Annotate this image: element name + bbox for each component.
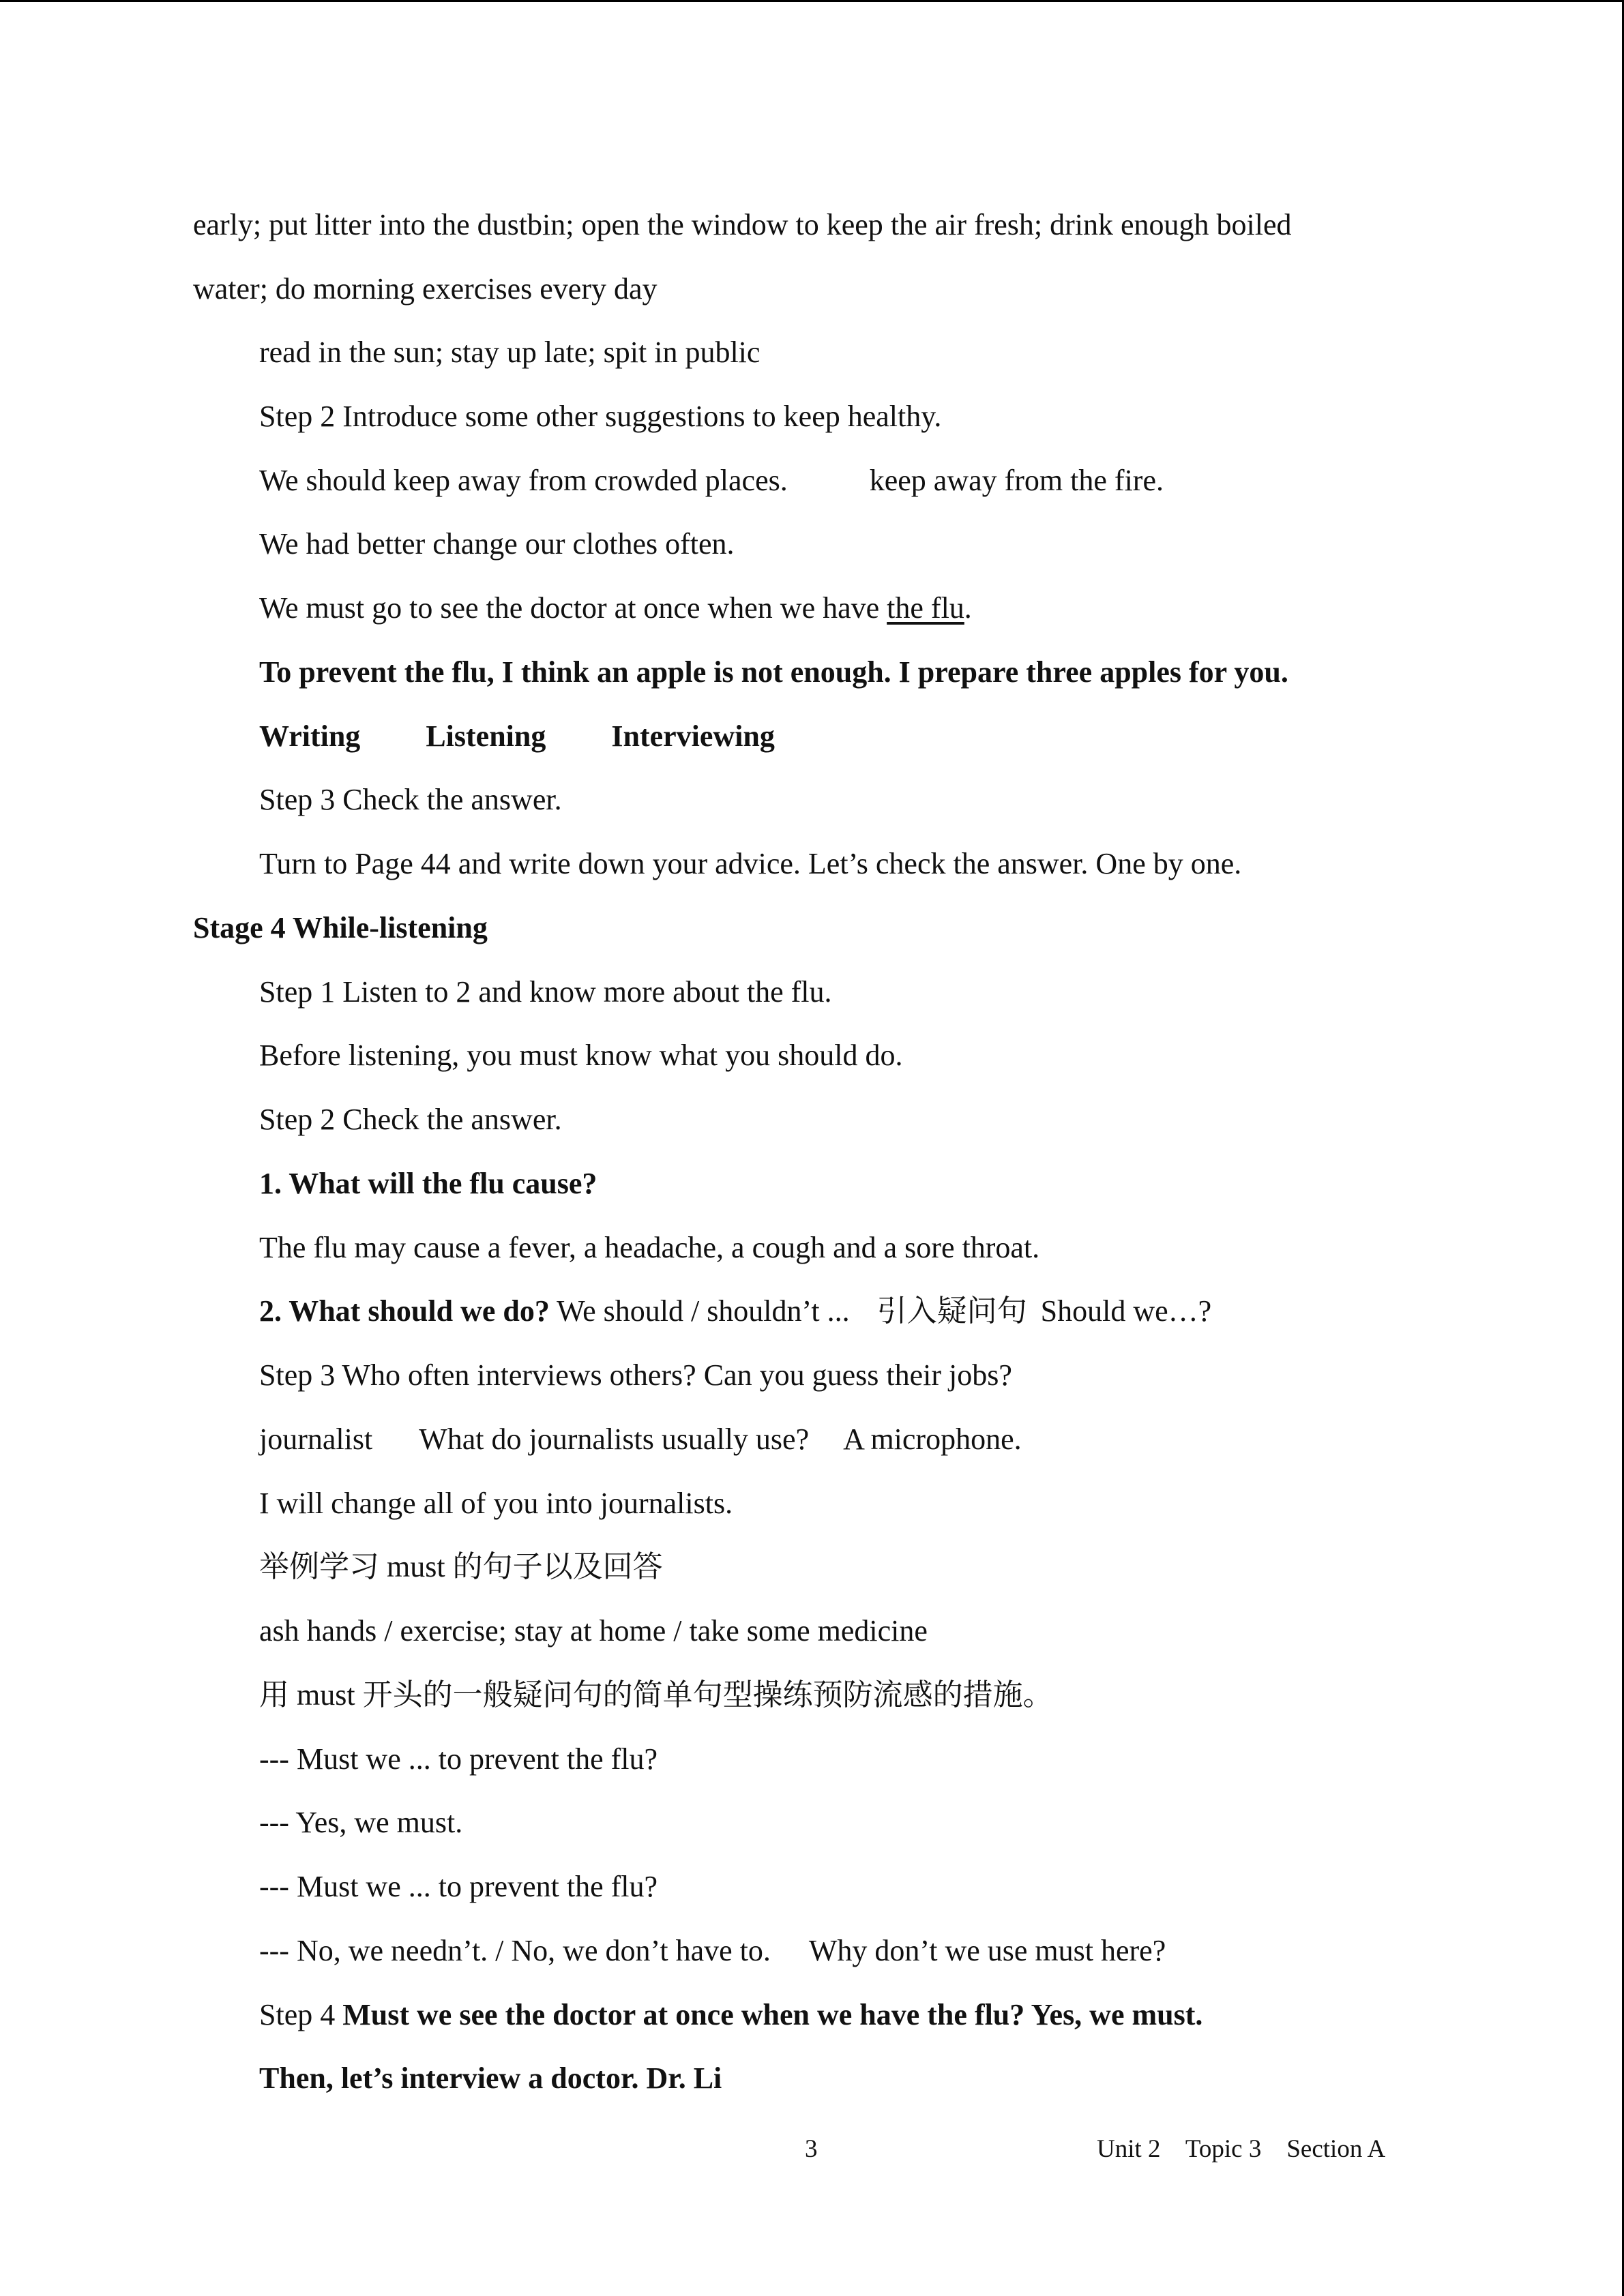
text-line: Turn to Page 44 and write down your advice. Let’s check the answer. One by one. (259, 847, 1242, 880)
footer-section: Unit 2 Topic 3 Section A (1097, 2135, 1386, 2163)
suggestion-text: We should keep away from crowded places. (259, 464, 788, 497)
step-bold-text: Must we see the doctor at once when we have the flu? Yes, we must. (342, 1998, 1203, 2031)
dialogue-answer: --- No, we needn’t. / No, we don’t have to. (259, 1934, 771, 1967)
text-line: We had better change our clothes often. (259, 527, 735, 561)
dialogue-line: --- Must we ... to prevent the flu? (259, 1870, 658, 1903)
question-2-tail: Should we…? (1040, 1294, 1212, 1328)
sentence-text: We must go to see the doctor at once when we have (259, 591, 887, 625)
answer-1: The flu may cause a fever, a headache, a cough and a sore throat. (259, 1231, 1040, 1264)
text-line (259, 460, 1164, 501)
dialogue-line (259, 1930, 1166, 1971)
bold-text-line: Then, let’s interview a doctor. Dr. Li (259, 2061, 722, 2095)
activity-writing: Writing (259, 719, 361, 753)
dialogue-line: --- Must we ... to prevent the flu? (259, 1742, 658, 1776)
question-2 (259, 1291, 1211, 1332)
question-1: 1. What will the flu cause? (259, 1167, 597, 1200)
text-line: early; put litter into the dustbin; open the window to keep the air fresh; drink enough boiled (193, 208, 1292, 241)
text-line: ash hands / exercise; stay at home / take some medicine (259, 1614, 928, 1648)
job-answer: A microphone. (843, 1422, 1022, 1456)
step-heading: Step 3 Who often interviews others? Can you guess their jobs? (259, 1358, 1012, 1392)
activity-list (259, 716, 775, 757)
step-label: Step 4 (259, 1998, 343, 2031)
sentence-punctuation: . (964, 591, 972, 625)
activity-listening: Listening (426, 719, 546, 753)
step-heading: Step 3 Check the answer. (259, 783, 562, 816)
text-line (259, 1419, 1022, 1460)
question-2-bold: 2. What should we do? (259, 1294, 550, 1328)
underlined-phrase: the flu (887, 591, 964, 625)
step-heading: Step 2 Introduce some other suggestions to keep healthy. (259, 400, 942, 433)
dialogue-question: Why don’t we use must here? (808, 1934, 1166, 1967)
text-line (259, 588, 972, 629)
chinese-note: 用 must 开头的一般疑问句的简单句型操练预防流感的措施。 (259, 1678, 1053, 1712)
suggestion-text: keep away from the fire. (869, 464, 1164, 497)
page-number: 3 (805, 2135, 818, 2163)
job-word: journalist (259, 1422, 373, 1456)
step-heading: Step 2 Check the answer. (259, 1103, 562, 1136)
bold-text-line: To prevent the flu, I think an apple is not enough. I prepare three apples for you. (259, 655, 1288, 689)
stage-heading: Stage 4 While-listening (193, 911, 488, 944)
chinese-note: 举例学习 must 的句子以及回答 (259, 1550, 663, 1583)
activity-interviewing: Interviewing (611, 719, 775, 753)
dialogue-line: --- Yes, we must. (259, 1806, 463, 1839)
text-line: water; do morning exercises every day (193, 272, 658, 305)
question-2-answer: We should / shouldn’t ... (549, 1294, 850, 1328)
text-line: read in the sun; stay up late; spit in public (259, 336, 761, 369)
text-line: Before listening, you must know what you should do. (259, 1039, 903, 1072)
job-question: What do journalists usually use? (419, 1422, 810, 1456)
step-heading: Step 1 Listen to 2 and know more about the flu. (259, 975, 832, 1009)
chinese-note: 引入疑问句 (876, 1294, 1027, 1328)
step-heading (259, 1995, 1202, 2036)
text-line: I will change all of you into journalists. (259, 1487, 733, 1520)
